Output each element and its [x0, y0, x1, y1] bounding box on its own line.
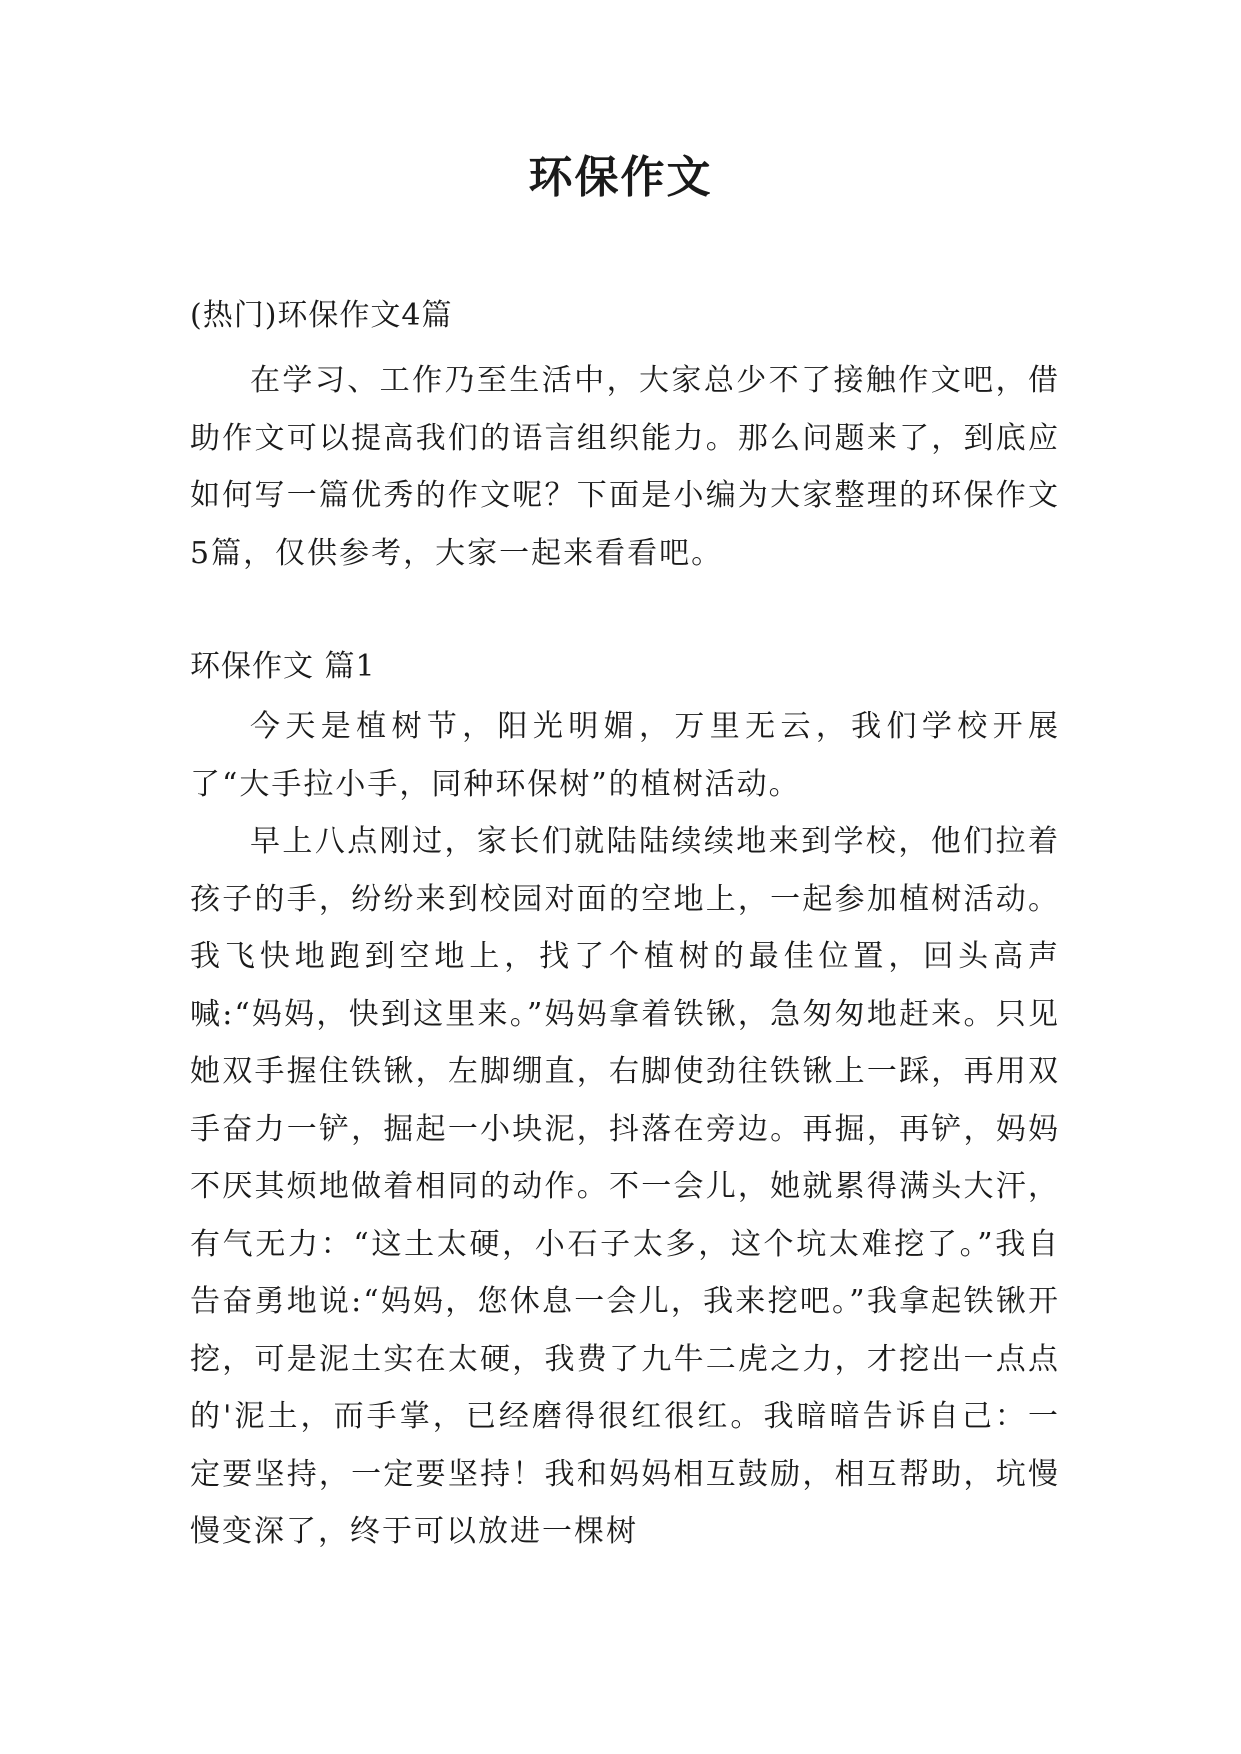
essay-paragraph-1: 今天是植树节，阳光明媚，万里无云，我们学校开展了“大手拉小手，同种环保树”的植树活动。 — [190, 709, 1060, 802]
essay-paragraph-2: 早上八点刚过，家长们就陆陆续续地来到学校，他们拉着孩子的手，纷纷来到校园对面的空地上，一起参加植树活动。我飞快地跑到空地上，找了个植树的最佳位置，回头高声喊:“妈妈，快到这里来。”妈妈拿着铁锹，急匆匆地赶来。只见她双手握住铁锹，左脚绷直，右脚使劲往铁锹上一踩，再用双手奋力一铲，掘起一小块泥，抖落在旁边。再掘，再铲，妈妈不厌其烦地做着相同的动作。不一会儿，她就累得满头大汗，有气无力：“这土太硬，小石子太多，这个坑太难挖了。”我自告奋勇地说:“妈妈，您休息一会儿，我来挖吧。”我拿起铁锹开挖，可是泥土实在太硬，我费了九牛二虎之力，才挖出一点点的'泥土，而手掌，已经磨得很红很红。我暗暗告诉自己：一定要坚持，一定要坚持！我和妈妈相互鼓励，相互帮助，坑慢慢变深了，终于可以放进一棵树 — [190, 824, 1060, 1549]
intro-paragraph: 在学习、工作乃至生活中，大家总少不了接触作文吧，借助作文可以提高我们的语言组织能力。那么问题来了，到底应如何写一篇优秀的作文呢？下面是小编为大家整理的环保作文5篇，仅供参考，大家一起来看看吧。 — [190, 363, 1060, 571]
essay-body — [190, 698, 1060, 1561]
document-subtitle: (热门)环保作文4篇 — [190, 298, 453, 333]
intro-block — [190, 352, 1060, 582]
document-title: 环保作文 — [528, 152, 713, 203]
section-heading: 环保作文 篇1 — [190, 649, 376, 684]
